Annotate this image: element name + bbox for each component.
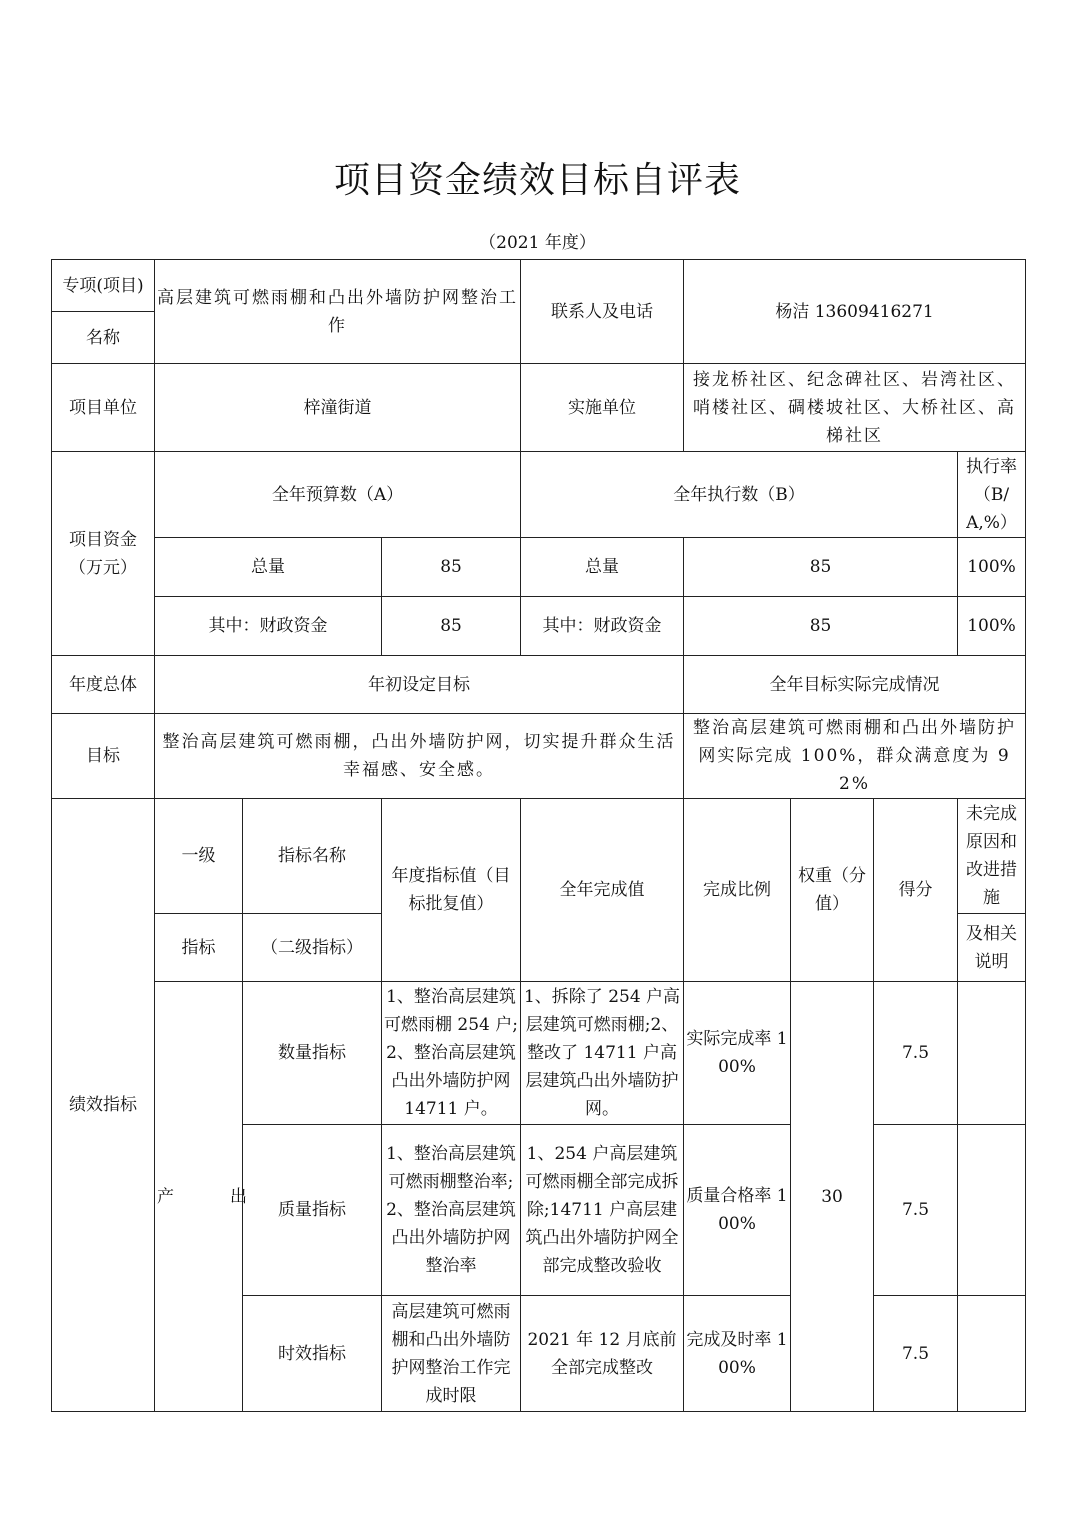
col-reason-b: 及相关说明 (958, 914, 1026, 982)
category-cell (155, 982, 247, 1412)
project-name: 高层建筑可燃雨棚和凸出外墙防护网整治工作 (155, 260, 521, 364)
goals-label-2: 目标 (52, 714, 155, 799)
budget-header: 全年预算数（A） (155, 452, 521, 538)
contact-value: 杨洁 13609416271 (684, 260, 1026, 364)
funds-fiscal-value-a: 85 (382, 597, 521, 656)
actual-header: 全年目标实际完成情况 (684, 656, 1026, 714)
page-title: 项目资金绩效目标自评表 (333, 160, 741, 201)
indicator-name: 时效指标 (243, 1296, 382, 1412)
indicator-actual: 1、254 户高层建筑可燃雨棚全部完成拆除;14711 户高层建筑凸出外墙防护网全部完成整改验收 (521, 1125, 684, 1296)
goals-label-1: 年度总体 (52, 656, 155, 714)
col-weight: 权重（分值） (791, 799, 874, 982)
unit-value: 梓潼街道 (155, 364, 521, 452)
col-reason-a: 未完成原因和改进措施 (958, 799, 1026, 914)
col-score: 得分 (874, 799, 958, 982)
col-name-a: 指标名称 (243, 799, 382, 914)
contact-label: 联系人及电话 (521, 260, 684, 364)
col-actual: 全年完成值 (521, 799, 684, 982)
col-ratio: 完成比例 (684, 799, 791, 982)
funds-fiscal-rate: 100% (958, 597, 1026, 656)
col-level1-a: 一级 (155, 799, 243, 914)
indicator-name: 质量指标 (243, 1125, 382, 1296)
indicator-score: 7.5 (874, 1125, 958, 1296)
indicator-actual: 1、拆除了 254 户高层建筑可燃雨棚;2、整改了 14711 户高层建筑凸出外墙防护网。 (521, 982, 684, 1125)
funds-total-label-a: 总量 (155, 538, 382, 597)
indicator-target: 1、整治高层建筑可燃雨棚整治率;2、整治高层建筑凸出外墙防护网整治率 (382, 1125, 521, 1296)
col-name-b: （二级指标） (243, 914, 382, 982)
indicator-name: 数量指标 (243, 982, 382, 1125)
project-label-2: 名称 (52, 312, 155, 364)
project-label-1: 专项(项目) (52, 260, 155, 312)
rate-header: 执行率（B/A,%） (958, 452, 1026, 538)
indicator-ratio: 完成及时率 100% (684, 1296, 791, 1412)
year-label: （2021 年度） (479, 233, 596, 253)
indicator-actual: 2021 年 12 月底前全部完成整改 (521, 1296, 684, 1412)
funds-fiscal-label-b: 其中：财政资金 (521, 597, 684, 656)
evaluation-table (51, 259, 1026, 1412)
indicator-ratio: 质量合格率 100% (684, 1125, 791, 1296)
col-level1-b: 指标 (155, 914, 243, 982)
indicator-ratio: 实际完成率 100% (684, 982, 791, 1125)
indicator-weight: 30 (791, 982, 874, 1412)
planned-goal: 整治高层建筑可燃雨棚，凸出外墙防护网，切实提升群众生活幸福感、安全感。 (155, 714, 684, 799)
funds-total-label-b: 总量 (521, 538, 684, 597)
funds-fiscal-value-b: 85 (684, 597, 958, 656)
impl-value: 接龙桥社区、纪念碑社区、岩湾社区、哨楼社区、碉楼坡社区、大桥社区、高梯社区 (684, 364, 1026, 452)
actual-goal: 整治高层建筑可燃雨棚和凸出外墙防护网实际完成 100%，群众满意度为 92% (684, 714, 1026, 799)
funds-total-rate: 100% (958, 538, 1026, 597)
indicator-target: 高层建筑可燃雨棚和凸出外墙防护网整治工作完成时限 (382, 1296, 521, 1412)
indicator-score: 7.5 (874, 982, 958, 1125)
funds-fiscal-label-a: 其中：财政资金 (155, 597, 382, 656)
unit-label: 项目单位 (52, 364, 155, 452)
indicator-score: 7.5 (874, 1296, 958, 1412)
funds-label: 项目资金（万元） (52, 452, 155, 656)
col-target: 年度指标值（目标批复值） (382, 799, 521, 982)
funds-total-value-a: 85 (382, 538, 521, 597)
exec-header: 全年执行数（B） (521, 452, 958, 538)
indicator-target: 1、整治高层建筑可燃雨棚 254 户;2、整治高层建筑凸出外墙防护网 14711 户。 (382, 982, 521, 1125)
indicators-label: 绩效指标 (52, 799, 155, 1412)
indicator-reason (958, 1125, 1026, 1296)
indicator-reason (958, 1296, 1026, 1412)
funds-total-value-b: 85 (684, 538, 958, 597)
planned-header: 年初设定目标 (155, 656, 684, 714)
impl-label: 实施单位 (521, 364, 684, 452)
indicator-reason (958, 982, 1026, 1125)
category-label: 产出 (157, 1186, 247, 1207)
